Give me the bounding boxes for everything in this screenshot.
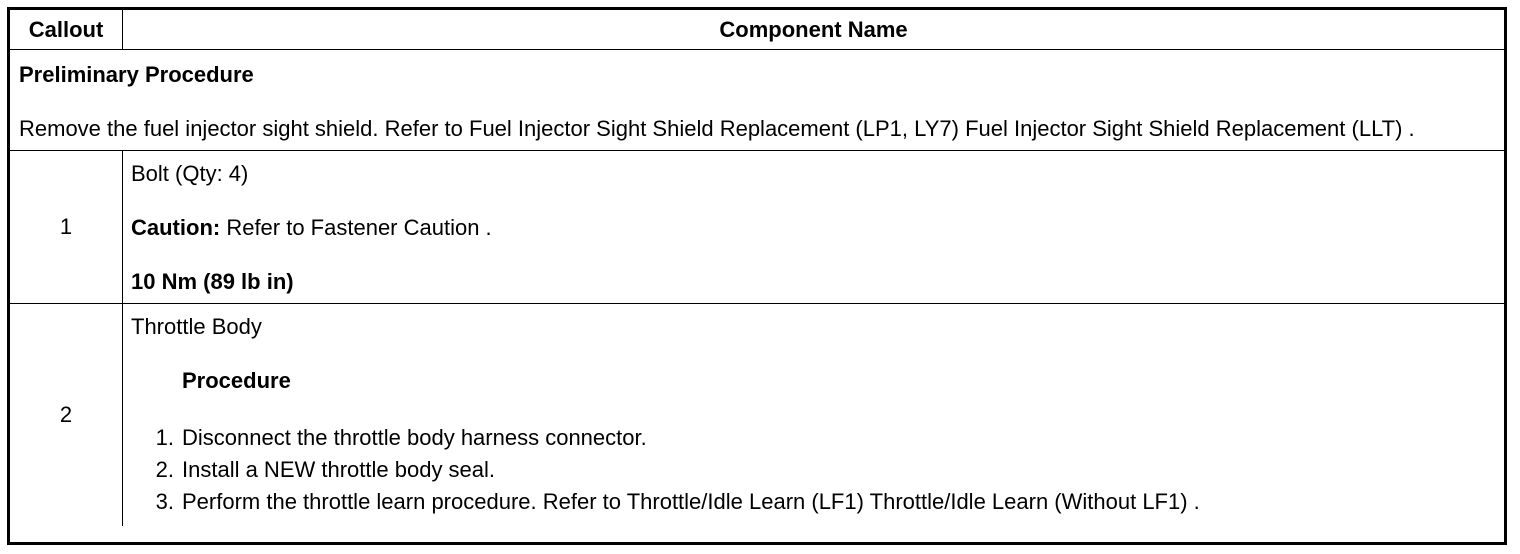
- torque-spec: 10 Nm (89 lb in): [131, 269, 294, 294]
- component-name-column-header: Component Name: [123, 10, 1505, 50]
- component-description-cell: [123, 151, 1505, 304]
- table-row: [10, 304, 1504, 527]
- component-description-cell: [123, 304, 1505, 527]
- table-header-row: [10, 10, 1504, 50]
- callout-column-header: Callout: [10, 10, 123, 50]
- callout-number: 2: [10, 304, 123, 527]
- caution-label: Caution:: [131, 215, 221, 240]
- callout-number: 1: [10, 151, 123, 304]
- step-text: Install a NEW throttle body seal.: [182, 457, 496, 482]
- step-text: Perform the throttle learn procedure. Refer to Throttle/Idle Learn (LF1) Throttle/Idle Learn (Without LF1) .: [182, 489, 1200, 514]
- procedure-step: [131, 454, 1496, 486]
- component-table-frame: [7, 7, 1507, 545]
- step-number: 1.: [155, 425, 174, 450]
- caution-note: [131, 215, 1496, 241]
- step-text: Disconnect the throttle body harness connector.: [182, 425, 647, 450]
- procedure-steps: [131, 422, 1496, 518]
- table-row: [10, 151, 1504, 304]
- component-table: [10, 10, 1504, 526]
- procedure-title: Procedure: [182, 368, 291, 393]
- preliminary-procedure-title: Preliminary Procedure: [19, 62, 254, 87]
- component-name: Bolt (Qty: 4): [131, 161, 249, 186]
- caution-text: Refer to Fastener Caution .: [220, 215, 492, 240]
- preliminary-procedure-cell: [10, 50, 1504, 151]
- step-number: 2.: [155, 457, 174, 482]
- preliminary-procedure-row: [10, 50, 1504, 151]
- preliminary-procedure-text: Remove the fuel injector sight shield. Refer to Fuel Injector Sight Shield Replacement (LP1, LY7) Fuel Injector Sight Shield Replacement (LLT) .: [19, 116, 1415, 141]
- step-number: 3.: [155, 489, 174, 514]
- component-name: Throttle Body: [131, 314, 262, 339]
- procedure-step: [131, 422, 1496, 454]
- procedure-step: [131, 486, 1496, 518]
